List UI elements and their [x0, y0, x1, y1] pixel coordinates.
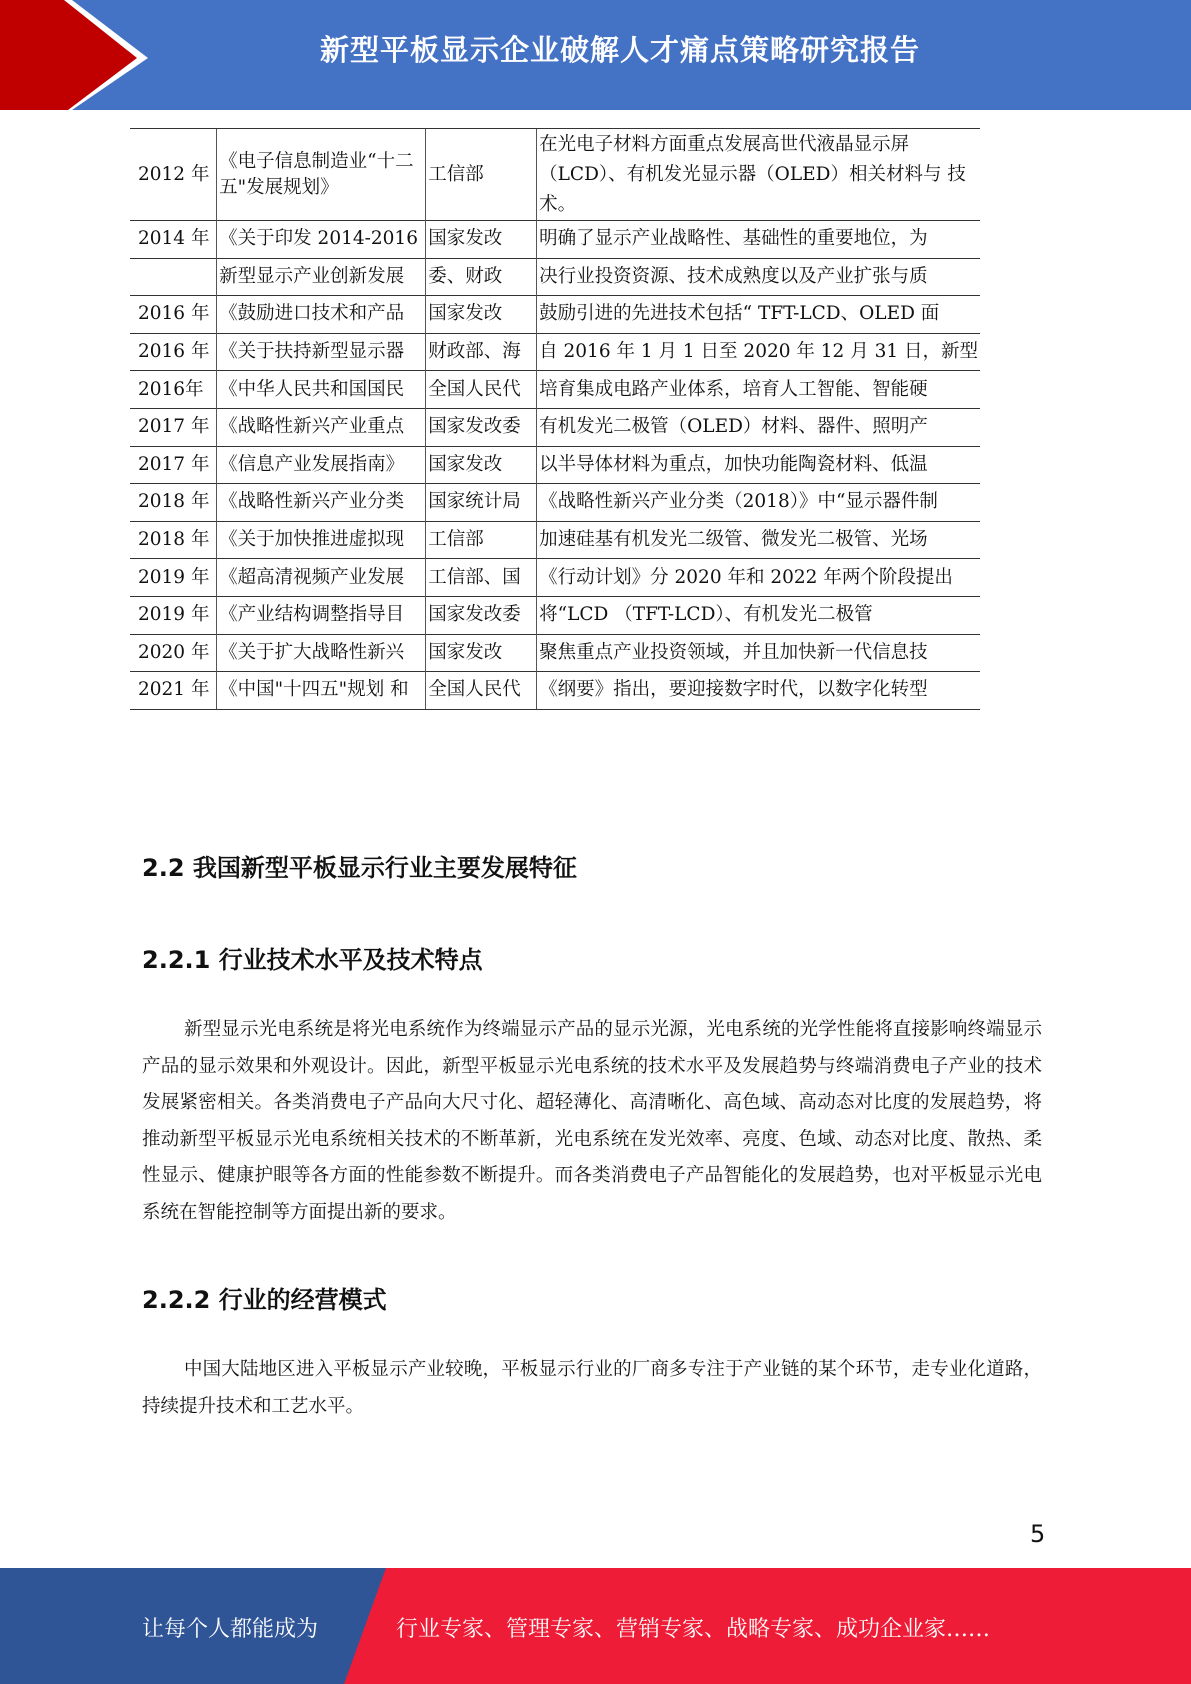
page-footer	[0, 1568, 1191, 1684]
year-cell: 2014 年	[130, 221, 217, 259]
red-arrow-logo-icon	[0, 0, 160, 110]
table-row	[130, 296, 980, 334]
policy-cell: 《鼓励进口技术和产品	[217, 296, 426, 334]
year-cell: 2016年	[130, 371, 217, 409]
content-cell: 有机发光二极管（OLED）材料、器件、照明产	[537, 408, 980, 446]
section-heading-2-2-1: 2.2.1 行业技术水平及技术特点	[142, 946, 483, 974]
content-cell: 以半导体材料为重点，加快功能陶瓷材料、低温	[537, 446, 980, 484]
content-cell: 《纲要》指出，要迎接数字时代，以数字化转型	[537, 672, 980, 710]
table-row	[130, 371, 980, 409]
table-row	[130, 129, 980, 221]
year-cell: 2016 年	[130, 333, 217, 371]
table-row	[130, 408, 980, 446]
issuer-cell: 国家发改委	[426, 596, 537, 634]
content-cell: 自 2016 年 1 月 1 日至 2020 年 12 月 31 日，新型	[537, 333, 980, 371]
content-cell: 培育集成电路产业体系，培育人工智能、智能硬	[537, 371, 980, 409]
table-row	[130, 446, 980, 484]
policy-cell: 新型显示产业创新发展	[217, 258, 426, 296]
section-heading-2-2-2: 2.2.2 行业的经营模式	[142, 1286, 387, 1314]
policy-cell: 《产业结构调整指导目	[217, 596, 426, 634]
year-cell: 2017 年	[130, 446, 217, 484]
policy-cell: 《战略性新兴产业分类	[217, 484, 426, 522]
year-cell: 2016 年	[130, 296, 217, 334]
table-row	[130, 333, 980, 371]
issuer-cell: 国家发改	[426, 634, 537, 672]
policy-cell: 《超高清视频产业发展	[217, 559, 426, 597]
footer-slogan-left: 让每个人都能成为	[142, 1617, 319, 1642]
content-cell: 在光电子材料方面重点发展高世代液晶显示屏（LCD）、有机发光显示器（OLED）相关材料与 技术。	[537, 129, 980, 221]
issuer-cell: 工信部、国	[426, 559, 537, 597]
table-row	[130, 484, 980, 522]
issuer-cell: 国家发改	[426, 221, 537, 259]
footer-slogan-right: 行业专家、管理专家、营销专家、战略专家、成功企业家……	[396, 1617, 991, 1642]
content-cell: 聚焦重点产业投资领域，并且加快新一代信息技	[537, 634, 980, 672]
year-cell: 2020 年	[130, 634, 217, 672]
policy-cell: 《关于印发 2014-2016	[217, 221, 426, 259]
page-number: 5	[1030, 1520, 1046, 1548]
paragraph-2-2-1: 新型显示光电系统是将光电系统作为终端显示产品的显示光源，光电系统的光学性能将直接影响终端显示产品的显示效果和外观设计。因此，新型平板显示光电系统的技术水平及发展趋势与终端消费电子产业的技术发展紧密相关。各类消费电子产品向大尺寸化、超轻薄化、高清晰化、高色域、高动态对比度的发展趋势，将推动新型平板显示光电系统相关技术的不断革新，光电系统在发光效率、亮度、色域、动态对比度、散热、柔性显示、健康护眼等各方面的性能参数不断提升。而各类消费电子产品智能化的发展趋势，也对平板显示光电系统在智能控制等方面提出新的要求。	[142, 1019, 1042, 1223]
policy-cell: 《关于扶持新型显示器	[217, 333, 426, 371]
table-row	[130, 221, 980, 259]
year-cell: 2017 年	[130, 408, 217, 446]
policy-table	[130, 128, 980, 710]
table-row	[130, 672, 980, 710]
paragraph-2-2-2: 中国大陆地区进入平板显示产业较晚，平板显示行业的厂商多专注于产业链的某个环节，走专业化道路，持续提升技术和工艺水平。	[142, 1359, 1042, 1417]
issuer-cell: 国家发改委	[426, 408, 537, 446]
issuer-cell: 国家发改	[426, 446, 537, 484]
issuer-cell: 全国人民代	[426, 672, 537, 710]
report-title: 新型平板显示企业破解人才痛点策略研究报告	[319, 33, 920, 67]
content-cell: 鼓励引进的先进技术包括“ TFT-LCD、OLED 面	[537, 296, 980, 334]
issuer-cell: 国家发改	[426, 296, 537, 334]
content-cell: 明确了显示产业战略性、基础性的重要地位，为	[537, 221, 980, 259]
year-cell	[130, 258, 217, 296]
table-row	[130, 596, 980, 634]
issuer-cell: 工信部	[426, 129, 537, 221]
table-row	[130, 521, 980, 559]
year-cell: 2012 年	[130, 129, 217, 221]
table-row	[130, 258, 980, 296]
content-cell: 《行动计划》分 2020 年和 2022 年两个阶段提出	[537, 559, 980, 597]
policy-cell: 《战略性新兴产业重点	[217, 408, 426, 446]
policy-cell: 《电子信息制造业“十二五"发展规划》	[217, 129, 426, 221]
issuer-cell: 财政部、海	[426, 333, 537, 371]
policy-cell: 《中华人民共和国国民	[217, 371, 426, 409]
year-cell: 2018 年	[130, 484, 217, 522]
issuer-cell: 委、财政	[426, 258, 537, 296]
year-cell: 2019 年	[130, 596, 217, 634]
policy-cell: 《关于加快推进虚拟现	[217, 521, 426, 559]
year-cell: 2018 年	[130, 521, 217, 559]
policy-cell: 《关于扩大战略性新兴	[217, 634, 426, 672]
content-cell: 《战略性新兴产业分类（2018）》中“显示器件制	[537, 484, 980, 522]
page-header	[0, 0, 1191, 110]
content-cell: 将“LCD （TFT-LCD）、有机发光二极管	[537, 596, 980, 634]
content-cell: 决行业投资资源、技术成熟度以及产业扩张与质	[537, 258, 980, 296]
section-heading-2-2: 2.2 我国新型平板显示行业主要发展特征	[142, 854, 577, 882]
table-row	[130, 559, 980, 597]
year-cell: 2021 年	[130, 672, 217, 710]
table-row	[130, 634, 980, 672]
year-cell: 2019 年	[130, 559, 217, 597]
issuer-cell: 国家统计局	[426, 484, 537, 522]
policy-cell: 《中国"十四五"规划 和	[217, 672, 426, 710]
policy-cell: 《信息产业发展指南》	[217, 446, 426, 484]
issuer-cell: 全国人民代	[426, 371, 537, 409]
content-cell: 加速硅基有机发光二级管、微发光二极管、光场	[537, 521, 980, 559]
issuer-cell: 工信部	[426, 521, 537, 559]
